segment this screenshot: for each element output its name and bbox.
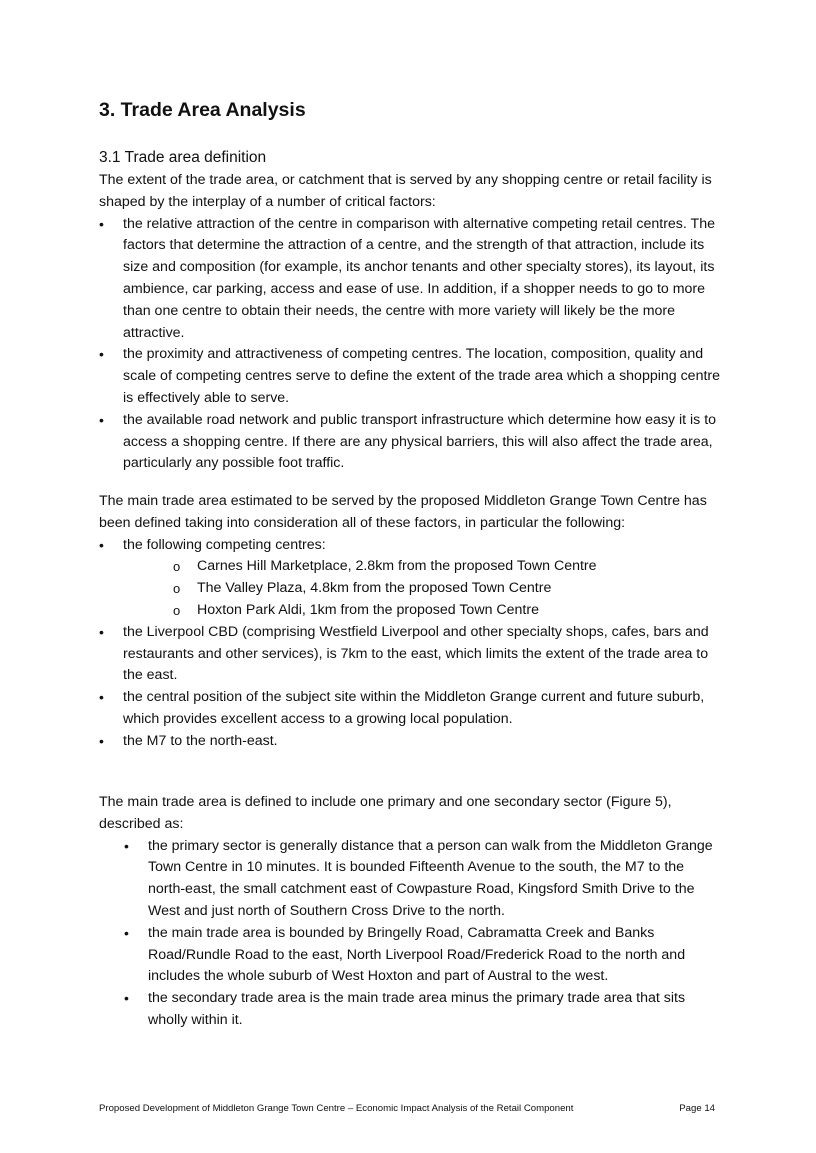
trade-area-definition [99,170,724,475]
competing-label: the following competing centres: [123,536,326,553]
section-heading: 3. Trade Area Analysis [99,99,306,121]
list-item: • the secondary trade area is the main trade area minus the primary trade area that sits wholly within it. [124,988,724,1032]
list-item [99,535,724,622]
list-item: o Carnes Hill Marketplace, 2.8km from the proposed Town Centre [173,556,724,578]
list-item: • the available road network and public transport infrastructure which determine how easy it is to access a shopping centre. If there are any physical barriers, this will also affect the trade area, particularly any possible foot traffic. [99,410,724,475]
list-item: • the relative attraction of the centre in comparison with alternative competing retail centres. The factors that determine the attraction of a centre, and the strength of that attraction, include its size and composition (for example, its anchor tenants and other specialty stores), its layout, its ambience, car parking, access and ease of use. In addition, if a shopper needs to go to more than one centre to obtain their needs, the centre with more variety will likely be the more attractive. [99,214,724,345]
sectors-list [99,836,724,1032]
main-trade-area-section [99,491,724,753]
competing-centres-list [123,556,724,621]
list-item: o Hoxton Park Aldi, 1km from the proposed Town Centre [173,600,724,622]
subsection-heading: 3.1 Trade area definition [99,149,267,166]
sector-section [99,792,724,1032]
intro-paragraph: The extent of the trade area, or catchment that is served by any shopping centre or retail facility is shaped by the interplay of a number of critical factors: [99,172,712,210]
list-item: • the main trade area is bounded by Bringelly Road, Cabramatta Creek and Banks Road/Rundle Road to the east, North Liverpool Road/Frederick Road to the north and includes the whole suburb of West Hoxton and part of Austral to the west. [124,923,724,988]
considerations-list [99,535,724,753]
main-paragraph: The main trade area estimated to be served by the proposed Middleton Grange Town Centre has been defined taking into consideration all of these factors, in particular the following: [99,493,707,531]
sector-paragraph: The main trade area is defined to include one primary and one secondary sector (Figure 5), described as: [99,794,672,832]
page-number: Page 14 [679,1103,715,1114]
footer-title: Proposed Development of Middleton Grange Town Centre – Economic Impact Analysis of the Retail Component [99,1103,574,1114]
list-item: • the primary sector is generally distance that a person can walk from the Middleton Grange Town Centre in 10 minutes. It is bounded Fifteenth Avenue to the south, the M7 to the north-east, the small catchment east of Cowpasture Road, Kingsford Smith Drive to the West and just north of Southern Cross Drive to the north. [124,836,724,923]
list-item: • the proximity and attractiveness of competing centres. The location, composition, quality and scale of competing centres serve to define the extent of the trade area which a shopping centre is effectively able to serve. [99,344,724,409]
list-item: • the M7 to the north-east. [99,731,724,753]
list-item: • the central position of the subject site within the Middleton Grange current and future suburb, which provides excellent access to a growing local population. [99,687,724,731]
list-item: • the Liverpool CBD (comprising Westfield Liverpool and other specialty shops, cafes, bars and restaurants and other services), is 7km to the east, which limits the extent of the trade area to the east. [99,622,724,687]
factors-list [99,214,724,476]
list-item: o The Valley Plaza, 4.8km from the proposed Town Centre [173,578,724,600]
